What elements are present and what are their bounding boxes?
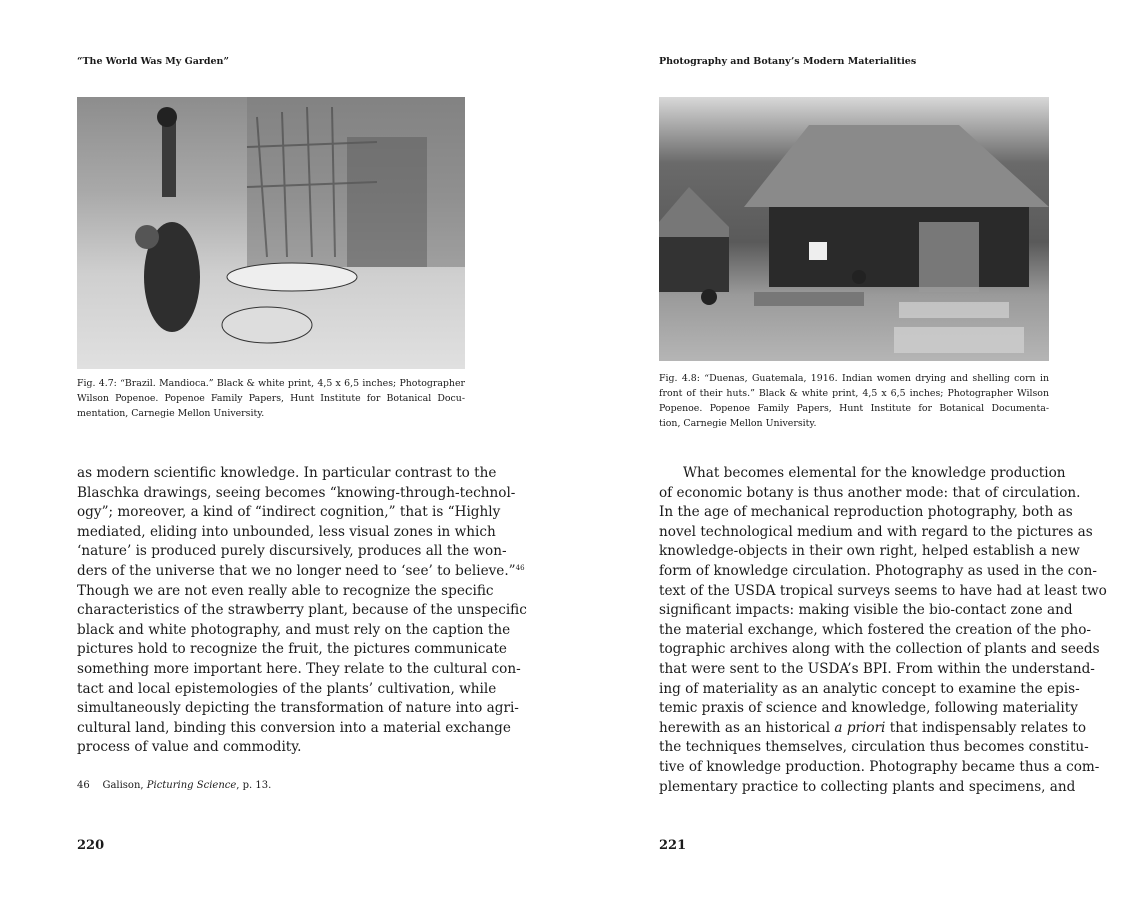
text-line: novel technological medium and with regard to the pictures as [659,523,1093,540]
text-line: as modern scientific knowledge. In particular contrast to the [77,465,497,481]
text-line: process of value and commodity. [77,739,302,756]
footnote-title: Picturing Science [146,780,237,791]
caption-line: tion, Carnegie Mellon University. [659,418,817,429]
text-line: significant impacts: making visible the bio-contact zone and [659,602,1073,619]
text-line: In the age of mechanical reproduction photography, both as [659,504,1073,521]
text-line: form of knowledge circulation. Photography as used in the con- [659,562,1097,579]
text-line: temic praxis of science and knowledge, following materiality [659,700,1078,717]
text-line: tographic archives along with the collection of plants and seeds [659,641,1100,658]
text-line: the material exchange, which fostered the creation of the pho- [659,621,1091,638]
body-text-right [659,464,1107,797]
figure-caption-4-7 [77,376,465,421]
caption-line: Fig. 4.8: “Duenas, Guatemala, 1916. Indian women drying and shelling corn in [659,373,1049,384]
text-line: ogy”; moreover, a kind of “indirect cognition,” that is “Highly [77,504,501,521]
text-line: Blaschka drawings, seeing becomes “knowing-through-technol- [77,484,516,501]
footnote-46 [77,780,271,791]
photo-illustration [659,97,1049,361]
text-line: ‘nature’ is produced purely discursively, produces all the won- [77,543,507,560]
footnote-number: 46 [77,780,90,791]
text-line: of economic botany is thus another mode: that of circulation. [659,484,1081,501]
text-line: What becomes elemental for the knowledge production [683,465,1066,481]
text-line: the techniques themselves, circulation thus becomes constitu- [659,739,1089,756]
text-segment: ders of the universe that we no longer need to ‘see’ to believe.” [77,562,516,579]
text-line: plementary practice to collecting plants and specimens, and [659,778,1076,795]
footnote-author: Galison, [102,780,144,791]
caption-line: Fig. 4.7: “Brazil. Mandioca.” Black & white print, 4,5 x 6,5 inches; Photographer [77,378,465,389]
text-line: that were sent to the USDA’s BPI. From within the understand- [659,660,1095,677]
body-text-left [77,464,527,758]
caption-line: mentation, Carnegie Mellon University. [77,408,265,419]
text-segment: that indispensably relates to [885,719,1087,736]
text-line: simultaneously depicting the transformation of nature into agri- [77,700,519,717]
text-line: mediated, eliding into unbounded, less visual zones in which [77,523,496,540]
text-line [77,562,525,582]
text-italic: a priori [834,719,886,736]
caption-line: front of their huts.” Black & white print, 4,5 x 6,5 inches; Photographer Wilson [659,388,1049,399]
running-head-right: Photography and Botany’s Modern Materialities [659,56,917,67]
text-line [659,719,1087,739]
text-line: characteristics of the strawberry plant, because of the unspecific [77,602,527,619]
text-line: tact and local epistemologies of the plants’ cultivation, while [77,680,497,697]
figure-photo-duenas-guatemala [659,97,1049,361]
footnote-pages: , p. 13. [236,780,272,791]
figure-photo-brazil-mandioca [77,97,465,369]
text-line: tive of knowledge production. Photography became thus a com- [659,758,1100,775]
text-line: black and white photography, and must rely on the caption the [77,621,511,638]
text-line: text of the USDA tropical surveys seems to have had at least two [659,582,1107,599]
text-line: Though we are not even really able to recognize the specific [77,582,494,599]
figure-caption-4-8 [659,371,1049,431]
running-head-left: “The World Was My Garden” [77,56,229,67]
text-line: knowledge-objects in their own right, helped establish a new [659,543,1080,560]
page-number-right: 221 [659,838,687,853]
caption-line: Popenoe. Popenoe Family Papers, Hunt Institute for Botanical Documenta- [659,403,1049,414]
text-line: pictures hold to recognize the fruit, the pictures communicate [77,641,507,658]
caption-line: Wilson Popenoe. Popenoe Family Papers, Hunt Institute for Botanical Docu- [77,393,465,404]
footnote-ref[interactable]: 46 [515,563,525,572]
text-line: something more important here. They relate to the cultural con- [77,660,521,677]
page-number-left: 220 [77,838,105,853]
text-line: cultural land, binding this conversion into a material exchange [77,719,511,736]
text-line: ing of materiality as an analytic concept to examine the epis- [659,680,1080,697]
photo-illustration [77,97,465,369]
text-segment: herewith as an historical [659,719,835,736]
